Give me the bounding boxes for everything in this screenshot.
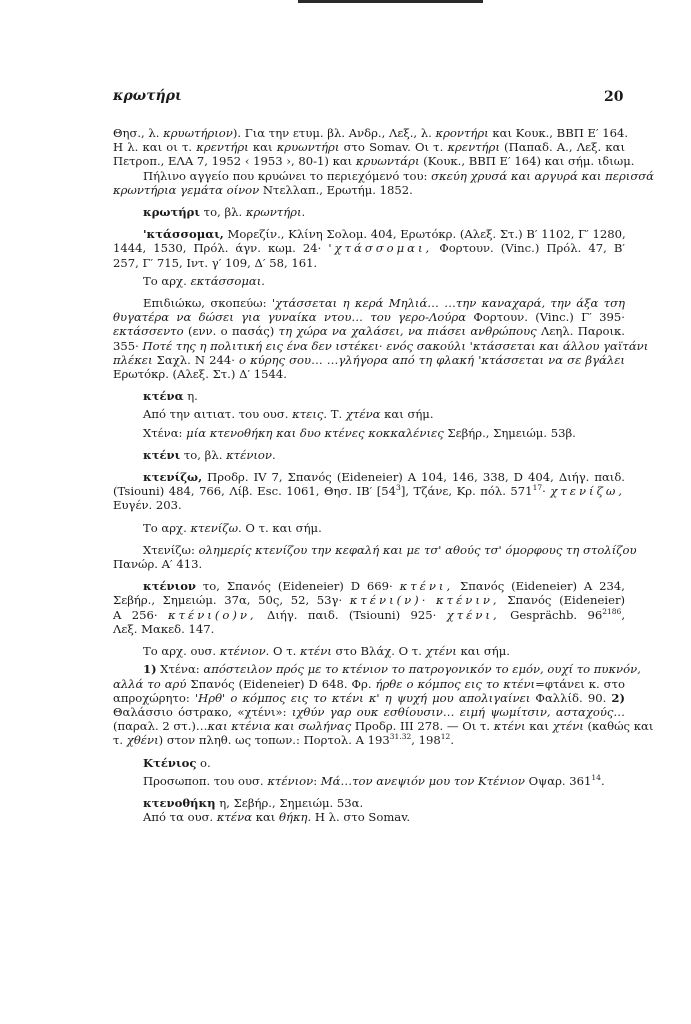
text-run: · [542, 484, 551, 499]
dictionary-paragraph [113, 579, 625, 636]
text-run: Gesprächb. 96 [499, 607, 603, 622]
text-line [113, 756, 625, 770]
text-run: Η λ. και οι τ. [113, 140, 197, 155]
italic-run: κρωντήρια γεμάτα οίνον [113, 182, 260, 197]
text-line [113, 774, 625, 788]
dictionary-paragraph [113, 810, 625, 824]
text-run: Α 256· [113, 607, 168, 622]
text-line [113, 227, 625, 241]
dictionary-paragraph [113, 644, 625, 658]
text-run: απροχώρητο: [113, 690, 195, 705]
text-run: (ενν. ο πασάς) [183, 324, 279, 339]
text-line [113, 677, 625, 691]
text-run: Σπανός (Eideneier) [499, 593, 626, 608]
text-run: Λεξ. Μακεδ. 147. [113, 621, 215, 636]
text-line [113, 140, 625, 154]
text-run: 355· [113, 338, 143, 353]
text-run: (Tsiouni) 484, 766, Λίβ. Esc. 1061, Θησ. ΙΒ′ [54 [113, 484, 397, 499]
italic-run: κρυωντάρι [355, 154, 420, 169]
spaced-variant: κτένι, [399, 579, 454, 594]
text-run: και [252, 810, 280, 825]
dictionary-paragraph [113, 796, 625, 810]
headword: κτένα [143, 389, 184, 404]
text-line [113, 126, 629, 140]
italic-run: κτεις [292, 407, 324, 422]
headword: 2) [611, 690, 625, 705]
text-line [113, 296, 625, 310]
superscript: 3 [396, 483, 401, 493]
text-run: . Η λ. στο Somav. [307, 810, 411, 825]
headword: κτενοθήκη [143, 795, 216, 810]
text-run: Χτενίζω: [143, 542, 199, 557]
text-line [113, 448, 625, 462]
italic-run: ιχθύν γαρ ουκ εσθίουσιν… ειμή ψωμίτσιν, ασταχούς… [291, 704, 625, 719]
italic-run: κρεντήρι [447, 140, 500, 155]
dictionary-paragraph [113, 521, 625, 535]
text-run: Σεβήρ., Σημειώμ. 37α, 50ς, 52, 53γ· [113, 593, 350, 608]
text-run: (καθώς και [583, 719, 654, 734]
italic-run: κροντήρι [435, 126, 489, 140]
dictionary-paragraph [113, 470, 625, 513]
dictionary-paragraph [113, 756, 625, 770]
headword: κτενίζω, [143, 470, 203, 485]
italic-run: 'χτάσσεται η κερά Μηλιά… …την καναχαρά, την άξα τση [271, 296, 625, 311]
superscript: 12 [440, 732, 451, 742]
italic-run: πλέκει [113, 352, 153, 367]
italic-run: αλλά το αρύ [113, 676, 187, 691]
text-line [113, 622, 625, 636]
text-line [113, 367, 625, 381]
text-run: . Ο τ. [265, 644, 300, 659]
text-line [113, 691, 625, 705]
text-line [113, 542, 637, 557]
spaced-variant: κτένιν, [436, 593, 500, 608]
top-rule [298, 0, 483, 3]
text-run: (Κουκ., ΒΒΠ Ε′ 164) και σήμ. ιδιωμ. [419, 154, 635, 169]
italic-run: κτένι [300, 644, 332, 659]
text-line [113, 324, 625, 338]
text-line [113, 810, 625, 824]
text-line [113, 644, 625, 658]
text-run: Το αρχ. ουσ. [143, 644, 220, 659]
text-run: Φαλλίδ. 90. [530, 690, 612, 705]
text-run: Ευγέν. 203. [113, 498, 182, 513]
text-run: . Τ. [323, 407, 346, 422]
dictionary-paragraph [113, 542, 637, 572]
italic-run: ο κύρης σου… …γλήγορα από τη φλακή 'κτάσσεται να σε βγάλει [239, 352, 625, 367]
text-run: Χτένα: [156, 662, 204, 677]
italic-run: κτένα [216, 810, 253, 825]
italic-run: εκτάσσομαι. [190, 273, 265, 288]
text-run: Από τα ουσ. [143, 810, 217, 825]
text-run: η, Σεβήρ., Σημειώμ. 53α. [215, 795, 364, 810]
text-run: Πανώρ. Α′ 413. [113, 557, 203, 572]
text-line [113, 733, 625, 747]
italic-run: κτένιον [219, 644, 266, 659]
headword: 1) [143, 662, 157, 677]
text-run: . [301, 205, 306, 220]
headword: κτένιον [143, 579, 196, 594]
text-run: Μορεζίν., Κλίνη Σολομ. 404, Ερωτόκρ. (Αλεξ. Στ.) Β′ 1102, Γ′ 1280, [223, 227, 626, 242]
text-run: και σήμ. [380, 407, 434, 422]
text-run: και [248, 140, 277, 155]
dictionary-paragraph [113, 426, 625, 440]
text-run: Θαλάσσιο όστρακο, «χτένι»: [113, 704, 292, 719]
text-run [428, 593, 436, 607]
superscript: 2186 [602, 606, 622, 616]
text-run: Φορτουν. (Vinc.) Γ′ 395· [466, 310, 625, 325]
text-line [113, 579, 625, 593]
text-run: Χτένα: [143, 425, 187, 440]
text-line [113, 557, 625, 571]
text-run: 257, Γ′ 715, Ιντ. γ′ 109, Δ′ 58, 161. [113, 255, 318, 270]
superscript: 31.32 [389, 732, 412, 742]
text-run: τ. [113, 733, 127, 748]
text-line [113, 274, 625, 288]
text-run: το, Σπανός (Eideneier) D 669· [195, 579, 400, 594]
dictionary-paragraph [113, 296, 649, 382]
text-line [113, 310, 625, 324]
dictionary-paragraph [113, 168, 654, 197]
italic-run: θήκη [279, 810, 308, 825]
text-run: , [621, 607, 626, 622]
text-line [113, 205, 625, 219]
italic-run: χθένι [126, 733, 159, 748]
text-run: και Κουκ., ΒΒΠ Ε′ 164. [488, 126, 629, 140]
text-run: , 198 [411, 733, 441, 748]
text-line [113, 521, 625, 535]
dictionary-paragraph [113, 774, 625, 788]
text-run: Πετροπ., ΕΛΑ 7, 1952 ‹ 1953 ›, 80-1) και [113, 154, 356, 169]
text-line [113, 796, 625, 810]
text-run: Σαχλ. Ν 244· [152, 352, 240, 367]
superscript: 14 [591, 772, 601, 782]
text-run: Οψαρ. 361 [524, 773, 592, 788]
italic-run: χτένα [345, 407, 381, 422]
text-line [113, 662, 641, 677]
italic-run: σκεύη χρυσά και αργυρά και περισσά [431, 168, 654, 183]
page-number: 20 [604, 89, 624, 105]
text-line [113, 168, 654, 183]
italic-run: χτένι [425, 644, 457, 659]
text-line [113, 353, 625, 367]
italic-run: 'Ηρθ' ο κόμπος εις το κτένι κ' η ψυχή μου απολιγαίνει [194, 690, 531, 705]
text-line [113, 407, 625, 421]
text-run: Θησ., λ. [113, 126, 164, 140]
text-run: Φορτουν. (Vinc.) Πρόλ. 47, Β′ [432, 241, 625, 256]
spaced-variant: κτένι(ν)· [349, 593, 429, 608]
text-run: Λεηλ. Παροικ. [536, 324, 625, 339]
text-run: ], Τζάνε, Κρ. πόλ. 571 [400, 484, 533, 499]
italic-run: μία κτενοθήκη και δυο κτένες κοκκαλένιες [186, 425, 444, 440]
text-line [113, 389, 625, 403]
text-run: Προδρ. ΙΙΙ 278. — Οι τ. [351, 719, 494, 734]
text-line [113, 241, 625, 255]
dictionary-paragraph [113, 126, 635, 169]
italic-run: κρυωντήρι [276, 140, 340, 155]
dictionary-body [113, 126, 654, 825]
text-run: Προδρ. IV 7, Σπανός (Eideneier) Α 104, 146, 338, D 404, Διήγ. παιδ. [202, 470, 625, 485]
text-line [113, 154, 635, 169]
text-run: (Παπαδ. Α., Λεξ. και [499, 140, 625, 155]
headword: κρωτήρι [143, 205, 200, 220]
spaced-variant: χτένι, [446, 607, 500, 622]
text-run: η. [183, 389, 198, 404]
dictionary-paragraph [113, 662, 654, 748]
headword: κτένι [143, 447, 181, 462]
text-run: Προσωποπ. του ουσ. [143, 773, 268, 788]
dictionary-paragraph [113, 274, 625, 288]
text-run: =φτάνει κ. στο [535, 676, 625, 691]
text-line [113, 593, 625, 607]
italic-run: Ποτέ της η πολιτική εις ένα δεν ιστέκει· ενός σακούλι 'κτάσσεται και άλλου γαϊτάνι [142, 338, 649, 353]
text-run: Το αρχ. [143, 273, 191, 288]
dictionary-paragraph [113, 205, 625, 219]
text-line [113, 256, 625, 270]
italic-run: κτένιον. [226, 447, 276, 462]
italic-run: ολημερίς κτενίζου την κεφαλή και με τσ' αθούς τσ' όμορφους τη στολίζου [198, 542, 637, 557]
text-run: Σεβήρ., Σημειώμ. 53β. [443, 425, 576, 440]
text-run: Ερωτόκρ. (Αλεξ. Στ.) Δ′ 1544. [113, 367, 287, 382]
italic-run: κρεντήρι [196, 140, 249, 155]
text-run: στο Βλάχ. Ο τ. [331, 644, 426, 659]
headword: Κτένιος [143, 755, 197, 770]
text-run: Επιδιώκω, σκοπεύω: [143, 296, 272, 311]
italic-run: κρυωτήριον [163, 126, 233, 140]
text-line [113, 608, 625, 622]
dictionary-paragraph [113, 227, 625, 270]
text-run: . [600, 773, 605, 788]
italic-run: κτένι [493, 719, 526, 734]
text-run: ). Για την ετυμ. βλ. Ανδρ., Λεξ., λ. [232, 126, 436, 140]
text-run: στο Somav. Οι τ. [339, 140, 448, 155]
text-run: : [313, 773, 321, 788]
text-run: και [525, 719, 553, 734]
text-run: Το αρχ. [143, 520, 191, 535]
dictionary-paragraph [113, 448, 625, 462]
italic-run: χτένι [552, 719, 584, 734]
text-run: . Ο τ. και σήμ. [238, 520, 322, 535]
spaced-variant: χτενίζω, [550, 484, 625, 499]
text-run: το, βλ. [180, 447, 227, 462]
text-line [113, 426, 625, 440]
dictionary-paragraph [113, 407, 625, 421]
spaced-variant: κτένι(ο)ν, [167, 607, 257, 622]
text-run: το, βλ. [200, 205, 246, 220]
spaced-variant: 'χτάσσομαι, [328, 241, 433, 256]
text-line [113, 338, 649, 353]
text-line [113, 484, 625, 498]
italic-run: τη χώρα να χαλάσει, να πιάσει ανθρώπους [278, 324, 537, 339]
italic-run: θυγατέρα να δώσει για γυναίκα ντου… του γερο-Λούρα [113, 310, 467, 325]
running-head: κρωτήρι [113, 88, 182, 104]
text-run: Σπανός (Eideneier) Α 234, [453, 579, 625, 594]
text-run: Σπανός (Eideneier) D 648. Φρ. [186, 676, 376, 691]
text-line [113, 183, 625, 197]
text-run: . [450, 733, 454, 748]
italic-run: απόστειλον πρός με το κτένιον το πατρογονικόν το εμόν, ουχί το πυκνόν, [203, 662, 641, 677]
text-run: ο. [196, 755, 211, 770]
superscript: 17 [532, 483, 543, 493]
headword: 'κτάσσομαι, [143, 227, 224, 242]
text-run: ) στον πληθ. ως τοπων.: Πορτολ. Α 193 [158, 733, 390, 748]
text-line [113, 470, 625, 484]
italic-run: Μά…τον ανεψιόν μου τον Κτένιον [320, 773, 525, 788]
text-run: Διήγ. παιδ. (Tsiouni) 925· [256, 607, 447, 622]
text-run: Ντελλαπ., Ερωτήμ. 1852. [259, 182, 413, 197]
text-run: Πήλινο αγγείο που κρυώνει το περιεχόμενό του: [143, 168, 432, 183]
italic-run: ήρθε ο κόμπος εις το κτένι [375, 676, 536, 691]
text-run: (παραλ. 2 στ.)… [113, 719, 208, 734]
italic-run: κτενίζω [190, 520, 239, 535]
text-line [113, 498, 625, 512]
italic-run: κρωντήρι [245, 205, 302, 220]
dictionary-paragraph [113, 389, 625, 403]
text-run: Από την αιτιατ. του ουσ. [143, 407, 293, 422]
text-line [113, 719, 654, 734]
italic-run: κτένιον [267, 773, 314, 788]
italic-run: εκτάσσεντο [113, 324, 184, 339]
text-line [113, 705, 625, 719]
text-run: 1444, 1530, Πρόλ. άγν. κωμ. 24· [113, 241, 329, 256]
text-run: και σήμ. [456, 644, 510, 659]
italic-run: και κτένια και σωλήνας [207, 719, 352, 734]
